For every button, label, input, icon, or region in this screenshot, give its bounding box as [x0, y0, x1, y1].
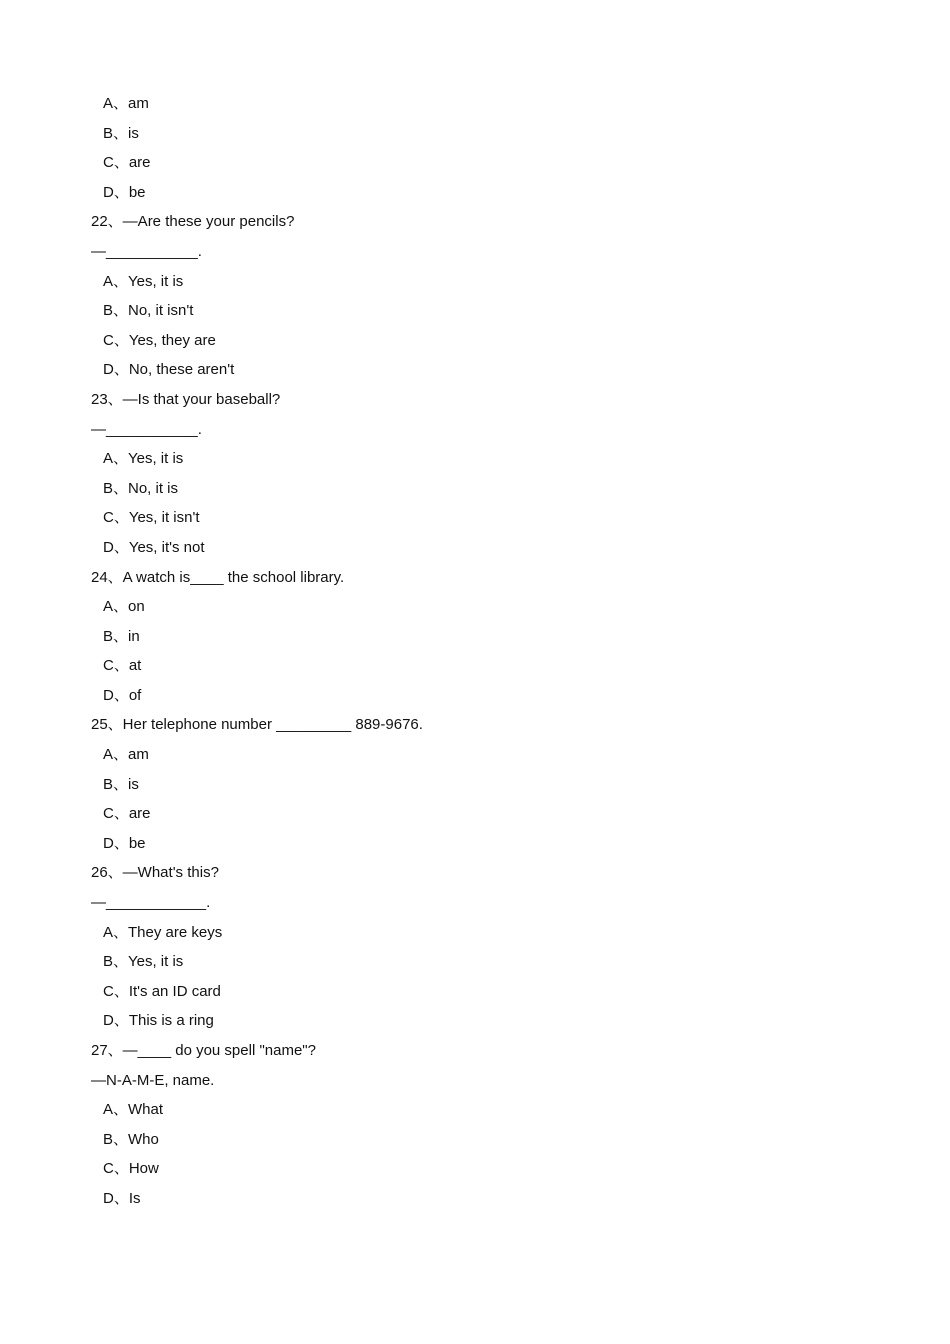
option-d: D、of	[103, 686, 142, 704]
option-a: A、What	[103, 1101, 164, 1119]
option-b: B、No, it isn't	[103, 302, 194, 320]
option-c: C、It's an ID card	[103, 982, 221, 1000]
question-stem: 25、Her telephone number _________ 889-9676.	[91, 716, 423, 734]
option-d: D、No, these aren't	[103, 361, 235, 379]
question-stem: 23、—Is that your baseball?	[91, 390, 281, 408]
option-b: B、Yes, it is	[103, 953, 184, 971]
option-a: A、Yes, it is	[103, 272, 184, 290]
option-d: D、be	[103, 183, 146, 201]
option-a: A、on	[103, 598, 145, 616]
question-line: —N-A-M-E, name.	[91, 1071, 215, 1089]
question-stem: 26、—What's this?	[91, 864, 219, 882]
option-d: D、Yes, it's not	[103, 538, 205, 556]
option-a: A、am	[103, 95, 149, 112]
question-stem: 27、—____ do you spell "name"?	[91, 1042, 316, 1059]
option-c: C、are	[103, 805, 151, 823]
quiz-content	[91, 89, 871, 1214]
option-d: D、This is a ring	[103, 1012, 214, 1030]
option-b: B、Who	[103, 1130, 159, 1148]
option-c: C、at	[103, 657, 142, 675]
option-c: C、How	[103, 1160, 159, 1178]
question-26	[91, 858, 871, 1036]
question-25	[91, 710, 871, 858]
option-c: C、are	[103, 154, 151, 172]
option-d: D、Is	[103, 1189, 141, 1207]
option-c: C、Yes, it isn't	[103, 509, 200, 527]
option-b: B、is	[103, 124, 139, 142]
question-stem: 24、A watch is____ the school library.	[91, 568, 345, 586]
question-23	[91, 385, 871, 563]
option-d: D、be	[103, 834, 146, 852]
question-22	[91, 207, 871, 385]
question-line: —____________.	[91, 894, 211, 912]
option-b: B、in	[103, 627, 140, 645]
option-c: C、Yes, they are	[103, 331, 216, 349]
question-line: —___________.	[91, 420, 202, 438]
question-27	[91, 1036, 871, 1214]
option-b: B、No, it is	[103, 479, 179, 497]
question-stem: 22、—Are these your pencils?	[91, 213, 295, 231]
option-a: A、Yes, it is	[103, 450, 184, 468]
option-a: A、am	[103, 746, 149, 764]
option-a: A、They are keys	[103, 923, 223, 941]
option-b: B、is	[103, 775, 139, 793]
question-line: —___________.	[91, 242, 202, 260]
question-24	[91, 563, 871, 711]
